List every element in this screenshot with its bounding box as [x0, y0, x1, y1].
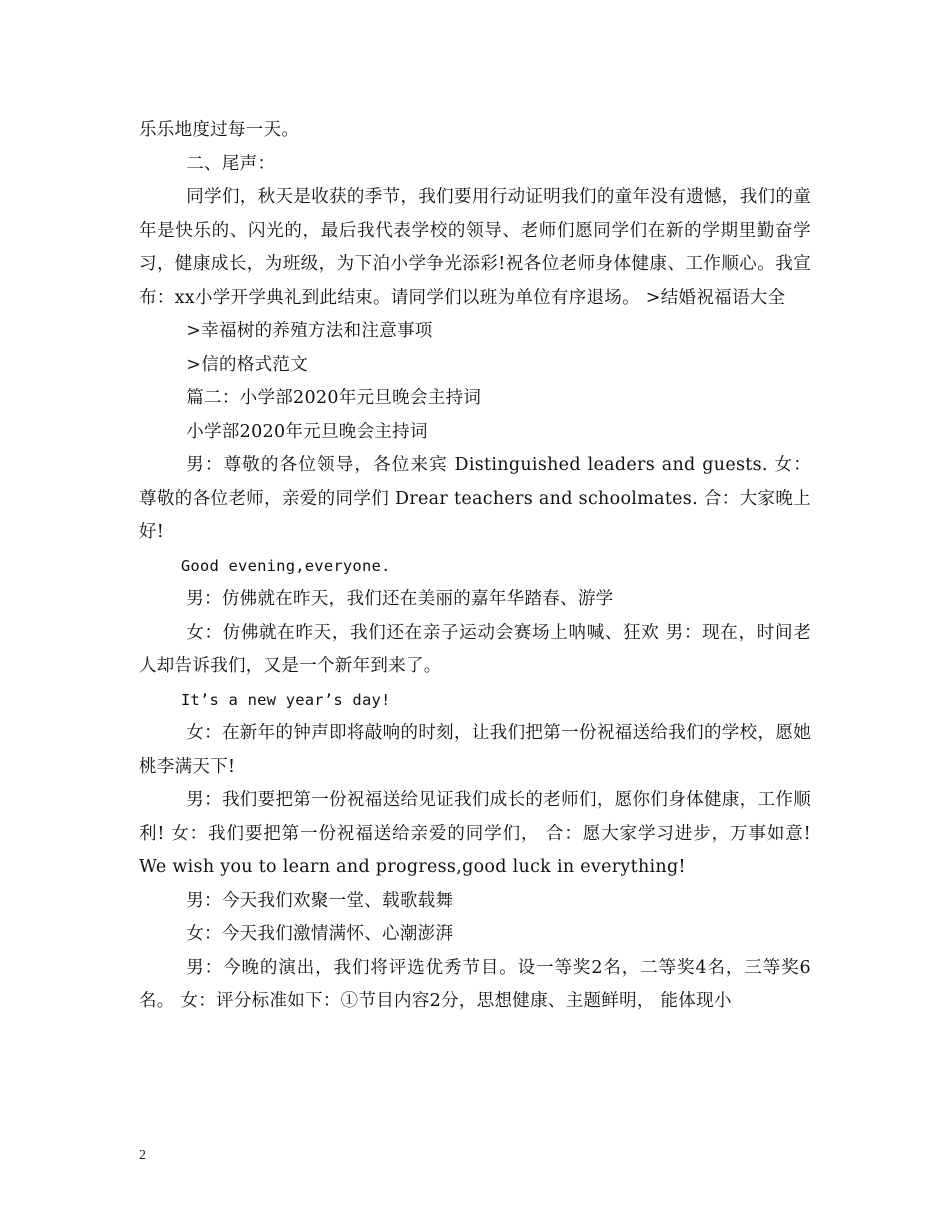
dialogue-line: 男：今天我们欢聚一堂、载歌载舞: [186, 890, 454, 911]
dialogue-line: 女：仿佛就在昨天，我们还在亲子运动会赛场上呐喊、狂欢 男：现在，时间老人却告诉我们，又是一个新年到来了。: [139, 622, 811, 676]
document-body: [139, 114, 817, 1019]
dialogue-line: 男：今晚的演出，我们将评选优秀节目。设一等奖2名，二等奖4名，三等奖6名。 女：评分标准如下：①节目内容2分，思想健康、主题鲜明， 能体现小: [139, 957, 811, 1011]
dialogue-english-greeting: Good evening,everyone.: [180, 556, 391, 575]
dialogue-line: 男：仿佛就在昨天，我们还在美丽的嘉年华踏春、游学: [186, 589, 614, 609]
dialogue-line: 女：在新年的钟声即将敲响的时刻，让我们把第一份祝福送给我们的学校，愿她桃李满天下!: [139, 723, 811, 777]
paragraph-closing-speech: 同学们，秋天是收获的季节，我们要用行动证明我们的童年没有遗憾，我们的童年是快乐的、闪光的，最后我代表学校的领导、老师们愿同学们在新的学期里勤奋学习，健康成长，为班级，为下泊小学争光添彩!祝各位老师身体健康、工作顺心。我宣布：xx小学开学典礼到此结束。请同学们以班为单位有序退场。 >结婚祝福语大全: [139, 187, 811, 308]
related-link-2[interactable]: >信的格式范文: [186, 354, 309, 375]
section-heading-epilogue: 二、尾声：: [186, 153, 276, 174]
dialogue-greeting: 男：尊敬的各位领导，各位来宾 Distinguished leaders and guests. 女：尊敬的各位老师，亲爱的同学们 Drear teachers and schoolmates. 合：大家晚上好!: [139, 455, 811, 542]
dialogue-line: 男：我们要把第一份祝福送给见证我们成长的老师们，愿你们身体健康，工作顺利! 女：我们要把第一份祝福送给亲爱的同学们， 合：愿大家学习进步，万事如意! We wish you to learn and progress,good luck in everything!: [139, 790, 817, 877]
dialogue-english-line: It’s a new year’s day!: [180, 690, 391, 709]
chapter-heading: 篇二：小学部2020年元旦晚会主持词: [186, 388, 482, 408]
related-link-1[interactable]: >幸福树的养殖方法和注意事项: [186, 321, 433, 341]
dialogue-line: 女：今天我们激情满怀、心潮澎湃: [186, 924, 454, 944]
page-number: 2: [139, 1148, 146, 1163]
paragraph-continuation: 乐乐地度过每一天。: [139, 120, 300, 140]
chapter-subtitle: 小学部2020年元旦晚会主持词: [186, 421, 428, 442]
